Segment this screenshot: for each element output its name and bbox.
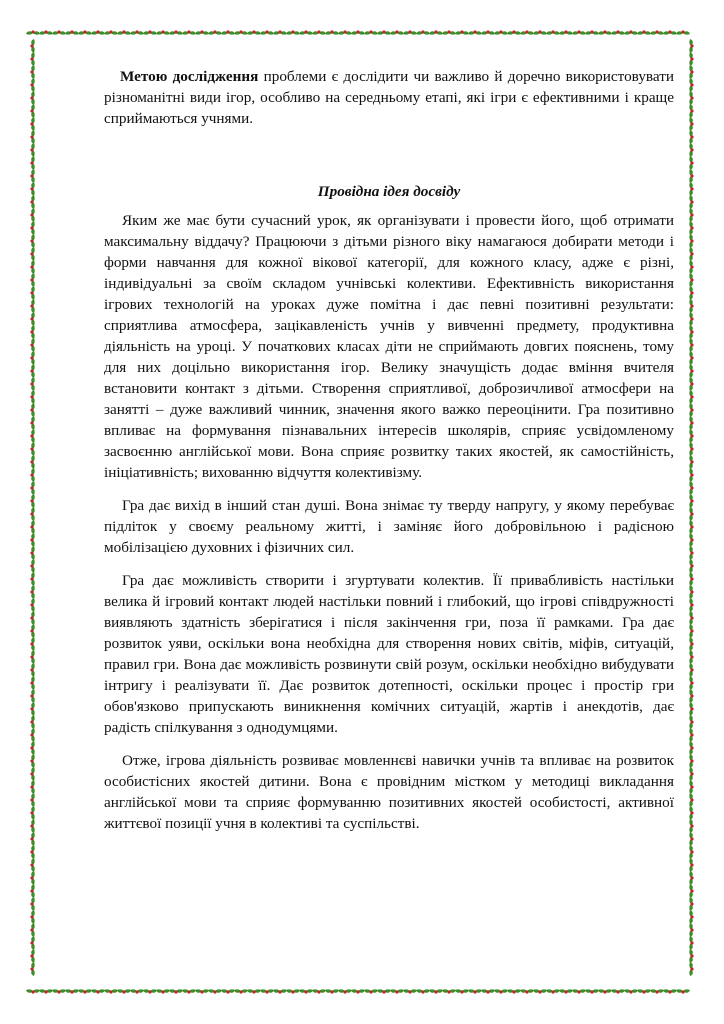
holly-sprig-icon: [689, 715, 693, 729]
holly-sprig-icon: [650, 30, 664, 34]
holly-sprig-icon: [377, 30, 391, 34]
holly-sprig-icon: [30, 481, 34, 495]
holly-sprig-icon: [689, 273, 693, 287]
holly-sprig-icon: [611, 989, 625, 993]
holly-sprig-icon: [689, 936, 693, 950]
holly-sprig-icon: [689, 871, 693, 885]
holly-sprig-icon: [312, 989, 326, 993]
holly-sprig-icon: [26, 30, 40, 34]
holly-sprig-icon: [30, 546, 34, 560]
holly-sprig-icon: [30, 234, 34, 248]
holly-sprig-icon: [30, 299, 34, 313]
holly-sprig-icon: [481, 989, 495, 993]
holly-sprig-icon: [689, 416, 693, 430]
holly-sprig-icon: [403, 30, 417, 34]
holly-sprig-icon: [689, 312, 693, 326]
holly-sprig-icon: [30, 949, 34, 963]
holly-sprig-icon: [143, 30, 157, 34]
holly-sprig-icon: [624, 989, 638, 993]
holly-sprig-icon: [30, 169, 34, 183]
holly-sprig-icon: [30, 689, 34, 703]
holly-sprig-icon: [689, 559, 693, 573]
holly-sprig-icon: [689, 117, 693, 131]
document-body: [104, 66, 674, 846]
holly-sprig-icon: [30, 429, 34, 443]
holly-sprig-icon: [429, 30, 443, 34]
holly-sprig-icon: [286, 30, 300, 34]
holly-sprig-icon: [689, 819, 693, 833]
holly-sprig-icon: [598, 989, 612, 993]
holly-sprig-icon: [364, 989, 378, 993]
holly-sprig-icon: [507, 30, 521, 34]
holly-sprig-icon: [494, 30, 508, 34]
holly-sprig-icon: [689, 260, 693, 274]
holly-sprig-icon: [689, 663, 693, 677]
holly-sprig-icon: [676, 989, 690, 993]
holly-sprig-icon: [689, 234, 693, 248]
holly-sprig-icon: [30, 650, 34, 664]
holly-sprig-icon: [169, 30, 183, 34]
holly-sprig-icon: [30, 663, 34, 677]
holly-sprig-icon: [689, 689, 693, 703]
holly-sprig-icon: [30, 247, 34, 261]
holly-sprig-icon: [52, 30, 66, 34]
holly-sprig-icon: [247, 30, 261, 34]
holly-sprig-icon: [572, 30, 586, 34]
holly-sprig-icon: [442, 30, 456, 34]
holly-sprig-icon: [689, 884, 693, 898]
holly-sprig-icon: [65, 989, 79, 993]
holly-sprig-icon: [689, 403, 693, 417]
holly-sprig-icon: [689, 325, 693, 339]
holly-sprig-icon: [30, 533, 34, 547]
holly-sprig-icon: [30, 715, 34, 729]
holly-sprig-icon: [689, 767, 693, 781]
holly-sprig-icon: [559, 30, 573, 34]
holly-sprig-icon: [390, 30, 404, 34]
paragraph-4: Отже, ігрова діяльність розвиває мовленнєві навички учнів та впливає на розвиток особистісних якостей дитини. Вона є провідним містком у методиці викладання англійської мови та сприяє формуванню позитивних якостей особистості, активної життєвої позиції учня в колективі та суспільстві.: [104, 752, 674, 832]
holly-sprig-icon: [689, 650, 693, 664]
holly-sprig-icon: [117, 989, 131, 993]
holly-sprig-icon: [30, 897, 34, 911]
holly-sprig-icon: [559, 989, 573, 993]
holly-sprig-icon: [689, 520, 693, 534]
holly-sprig-icon: [689, 832, 693, 846]
holly-sprig-icon: [689, 91, 693, 105]
holly-sprig-icon: [30, 104, 34, 118]
holly-sprig-icon: [30, 845, 34, 859]
holly-sprig-icon: [689, 351, 693, 365]
holly-sprig-icon: [455, 30, 469, 34]
holly-sprig-icon: [429, 989, 443, 993]
holly-sprig-icon: [30, 286, 34, 300]
holly-sprig-icon: [689, 299, 693, 313]
holly-sprig-icon: [689, 390, 693, 404]
holly-sprig-icon: [260, 30, 274, 34]
holly-sprig-icon: [221, 30, 235, 34]
holly-sprig-icon: [247, 989, 261, 993]
holly-sprig-icon: [299, 30, 313, 34]
holly-sprig-icon: [689, 156, 693, 170]
holly-sprig-icon: [455, 989, 469, 993]
holly-sprig-icon: [195, 989, 209, 993]
holly-sprig-icon: [338, 989, 352, 993]
holly-sprig-icon: [30, 832, 34, 846]
holly-sprig-icon: [30, 130, 34, 144]
holly-sprig-icon: [364, 30, 378, 34]
holly-sprig-icon: [689, 780, 693, 794]
holly-sprig-icon: [585, 989, 599, 993]
holly-sprig-icon: [338, 30, 352, 34]
holly-sprig-icon: [104, 30, 118, 34]
holly-sprig-icon: [273, 30, 287, 34]
intro-paragraph: [104, 66, 674, 129]
holly-sprig-icon: [325, 989, 339, 993]
holly-sprig-icon: [637, 989, 651, 993]
holly-sprig-icon: [39, 989, 53, 993]
holly-sprig-icon: [689, 572, 693, 586]
holly-sprig-icon: [39, 30, 53, 34]
holly-sprig-icon: [30, 364, 34, 378]
holly-sprig-icon: [91, 989, 105, 993]
holly-sprig-icon: [520, 989, 534, 993]
holly-sprig-icon: [30, 377, 34, 391]
holly-sprig-icon: [30, 520, 34, 534]
paragraph-1: Яким же має бути сучасний урок, як організувати і провести його, щоб отримати максимальну віддачу? Працюючи з дітьми різного віку намагаюся добирати методи і форми навчання для кожної вікової категорії, для кожного класу, адже є різні, індивідуальні за своїм складом учнівські колективи. Ефективність використання ігрових технологій на уроках дуже помітна і дає певні позитивні результати: сприятлива атмосфера, зацікавленість учнів у вивченні предмету, продуктивна діяльність на уроці. У початкових класах діти не сприймають довгих пояснень, тому для них доцільно використання ігор. Велику значущість додає вміння вчителя встановити контакт з дітьми. Створення сприятливої, доброзичливої атмосфери на занятті – дуже важливий чинник, значення якого важко переоцінити. Гра позитивно впливає на формування пізнавальних інтересів школярів, сприяє усвідомленому засвоєнню англійської мови. Вона сприяє розвитку таких якостей, як самостійність, ініціативність; вихованню відчуття колективізму.: [104, 212, 674, 481]
holly-sprig-icon: [689, 78, 693, 92]
holly-sprig-icon: [689, 429, 693, 443]
holly-sprig-icon: [689, 910, 693, 924]
holly-sprig-icon: [689, 377, 693, 391]
holly-sprig-icon: [663, 30, 677, 34]
holly-sprig-icon: [130, 30, 144, 34]
holly-sprig-icon: [546, 989, 560, 993]
holly-sprig-icon: [689, 923, 693, 937]
holly-sprig-icon: [286, 989, 300, 993]
holly-sprig-icon: [30, 273, 34, 287]
holly-sprig-icon: [273, 989, 287, 993]
holly-sprig-icon: [143, 989, 157, 993]
paragraph-3: Гра дає можливість створити і згуртувати колектив. Її привабливість настільки велика й ігровий контакт людей настільки повний і глибокий, що ігрові співдружності виявляють здатність зберігатися і після закінчення гри, поза її рамками. Гра дає розвиток уяви, оскільки вона необхідна для створення нових світів, міфів, ситуацій, правил гри. Вона дає можливість розвинути свій розум, оскільки необхідно вибудувати інтригу і реалізувати її. Дає розвиток дотепності, оскільки процес і простір гри обов'язково припускають виникнення комічних ситуацій, жартів і анекдотів, дає радість спілкування з однодумцями.: [104, 572, 674, 736]
holly-sprig-icon: [208, 30, 222, 34]
holly-sprig-icon: [30, 819, 34, 833]
holly-sprig-icon: [30, 39, 34, 53]
holly-sprig-icon: [30, 117, 34, 131]
holly-sprig-icon: [30, 156, 34, 170]
holly-sprig-icon: [30, 91, 34, 105]
holly-sprig-icon: [30, 767, 34, 781]
holly-sprig-icon: [30, 52, 34, 66]
holly-sprig-icon: [689, 247, 693, 261]
holly-sprig-icon: [689, 754, 693, 768]
holly-sprig-icon: [689, 845, 693, 859]
holly-sprig-icon: [689, 793, 693, 807]
holly-sprig-icon: [689, 286, 693, 300]
holly-sprig-icon: [30, 455, 34, 469]
holly-sprig-icon: [30, 923, 34, 937]
holly-sprig-icon: [611, 30, 625, 34]
holly-sprig-icon: [689, 338, 693, 352]
holly-sprig-icon: [689, 364, 693, 378]
holly-sprig-icon: [390, 989, 404, 993]
holly-sprig-icon: [156, 989, 170, 993]
holly-sprig-icon: [78, 989, 92, 993]
holly-sprig-icon: [30, 403, 34, 417]
holly-sprig-icon: [533, 989, 547, 993]
holly-sprig-icon: [494, 989, 508, 993]
holly-sprig-icon: [403, 989, 417, 993]
holly-sprig-icon: [468, 30, 482, 34]
holly-sprig-icon: [533, 30, 547, 34]
holly-sprig-icon: [546, 30, 560, 34]
holly-sprig-icon: [689, 585, 693, 599]
holly-sprig-icon: [30, 858, 34, 872]
holly-sprig-icon: [30, 559, 34, 573]
holly-sprig-icon: [30, 884, 34, 898]
paragraph-2: Гра дає вихід в інший стан душі. Вона знімає ту тверду напругу, у якому перебуває підліток у своєму реальному житті, і заміняє його добровільною і радісною мобілізацією духовних і фізичних сил.: [104, 497, 674, 556]
holly-sprig-icon: [689, 598, 693, 612]
holly-sprig-icon: [624, 30, 638, 34]
section-heading: Провідна ідея досвіду: [317, 183, 461, 200]
holly-sprig-icon: [30, 182, 34, 196]
holly-sprig-icon: [30, 585, 34, 599]
holly-sprig-icon: [598, 30, 612, 34]
holly-sprig-icon: [351, 30, 365, 34]
holly-sprig-icon: [481, 30, 495, 34]
holly-sprig-icon: [234, 989, 248, 993]
holly-sprig-icon: [689, 728, 693, 742]
holly-sprig-icon: [234, 30, 248, 34]
holly-sprig-icon: [30, 312, 34, 326]
holly-sprig-icon: [30, 65, 34, 79]
holly-sprig-icon: [689, 637, 693, 651]
holly-sprig-icon: [312, 30, 326, 34]
holly-sprig-icon: [689, 442, 693, 456]
holly-sprig-icon: [30, 442, 34, 456]
holly-sprig-icon: [689, 208, 693, 222]
holly-sprig-icon: [30, 871, 34, 885]
holly-sprig-icon: [30, 78, 34, 92]
holly-sprig-icon: [30, 143, 34, 157]
holly-sprig-icon: [689, 949, 693, 963]
holly-sprig-icon: [30, 676, 34, 690]
holly-sprig-icon: [689, 468, 693, 482]
holly-sprig-icon: [442, 989, 456, 993]
holly-sprig-icon: [585, 30, 599, 34]
holly-sprig-icon: [325, 30, 339, 34]
holly-sprig-icon: [30, 624, 34, 638]
holly-sprig-icon: [30, 741, 34, 755]
holly-sprig-icon: [182, 30, 196, 34]
holly-sprig-icon: [663, 989, 677, 993]
holly-sprig-icon: [117, 30, 131, 34]
holly-sprig-icon: [26, 989, 40, 993]
holly-sprig-icon: [351, 989, 365, 993]
intro-lead: Метою дослідження: [120, 68, 259, 85]
holly-sprig-icon: [689, 741, 693, 755]
holly-sprig-icon: [689, 39, 693, 53]
holly-sprig-icon: [689, 65, 693, 79]
holly-sprig-icon: [689, 676, 693, 690]
holly-sprig-icon: [689, 182, 693, 196]
holly-sprig-icon: [130, 989, 144, 993]
holly-sprig-icon: [689, 546, 693, 560]
holly-sprig-icon: [689, 702, 693, 716]
holly-sprig-icon: [689, 52, 693, 66]
holly-sprig-icon: [30, 780, 34, 794]
holly-sprig-icon: [30, 494, 34, 508]
holly-sprig-icon: [260, 989, 274, 993]
holly-sprig-icon: [65, 30, 79, 34]
holly-sprig-icon: [468, 989, 482, 993]
holly-sprig-icon: [30, 910, 34, 924]
holly-sprig-icon: [689, 195, 693, 209]
holly-sprig-icon: [30, 962, 34, 976]
holly-sprig-icon: [30, 416, 34, 430]
holly-sprig-icon: [689, 481, 693, 495]
holly-sprig-icon: [30, 754, 34, 768]
holly-sprig-icon: [221, 989, 235, 993]
holly-sprig-icon: [299, 989, 313, 993]
holly-sprig-icon: [30, 195, 34, 209]
holly-sprig-icon: [689, 806, 693, 820]
holly-sprig-icon: [208, 989, 222, 993]
holly-sprig-icon: [169, 989, 183, 993]
holly-sprig-icon: [195, 30, 209, 34]
holly-sprig-icon: [30, 637, 34, 651]
holly-sprig-icon: [689, 962, 693, 976]
holly-sprig-icon: [30, 390, 34, 404]
holly-sprig-icon: [689, 507, 693, 521]
holly-sprig-icon: [689, 858, 693, 872]
holly-sprig-icon: [30, 728, 34, 742]
holly-sprig-icon: [689, 130, 693, 144]
holly-sprig-icon: [416, 989, 430, 993]
holly-sprig-icon: [91, 30, 105, 34]
holly-sprig-icon: [637, 30, 651, 34]
holly-sprig-icon: [104, 989, 118, 993]
holly-sprig-icon: [30, 338, 34, 352]
holly-sprig-icon: [520, 30, 534, 34]
holly-sprig-icon: [689, 611, 693, 625]
holly-sprig-icon: [30, 221, 34, 235]
holly-sprig-icon: [156, 30, 170, 34]
holly-sprig-icon: [689, 624, 693, 638]
holly-sprig-icon: [30, 793, 34, 807]
holly-sprig-icon: [689, 455, 693, 469]
holly-sprig-icon: [30, 702, 34, 716]
holly-sprig-icon: [52, 989, 66, 993]
holly-sprig-icon: [30, 507, 34, 521]
holly-sprig-icon: [78, 30, 92, 34]
holly-sprig-icon: [416, 30, 430, 34]
holly-sprig-icon: [30, 611, 34, 625]
holly-sprig-icon: [572, 989, 586, 993]
holly-sprig-icon: [689, 897, 693, 911]
holly-sprig-icon: [507, 989, 521, 993]
holly-sprig-icon: [689, 494, 693, 508]
holly-sprig-icon: [676, 30, 690, 34]
holly-sprig-icon: [30, 351, 34, 365]
holly-sprig-icon: [689, 533, 693, 547]
holly-sprig-icon: [30, 806, 34, 820]
holly-sprig-icon: [30, 936, 34, 950]
holly-sprig-icon: [30, 572, 34, 586]
intro-text: проблеми є дослідити чи важливо й доречно використовувати різноманітні види ігор, особливо на середньому етапі, які ігри є ефективними і краще сприймаються учнями.: [104, 68, 675, 127]
holly-sprig-icon: [30, 208, 34, 222]
holly-sprig-icon: [689, 104, 693, 118]
holly-sprig-icon: [689, 221, 693, 235]
holly-sprig-icon: [377, 989, 391, 993]
holly-sprig-icon: [689, 169, 693, 183]
holly-sprig-icon: [30, 260, 34, 274]
holly-sprig-icon: [650, 989, 664, 993]
holly-sprig-icon: [689, 143, 693, 157]
holly-sprig-icon: [30, 598, 34, 612]
holly-sprig-icon: [182, 989, 196, 993]
holly-sprig-icon: [30, 325, 34, 339]
holly-sprig-icon: [30, 468, 34, 482]
